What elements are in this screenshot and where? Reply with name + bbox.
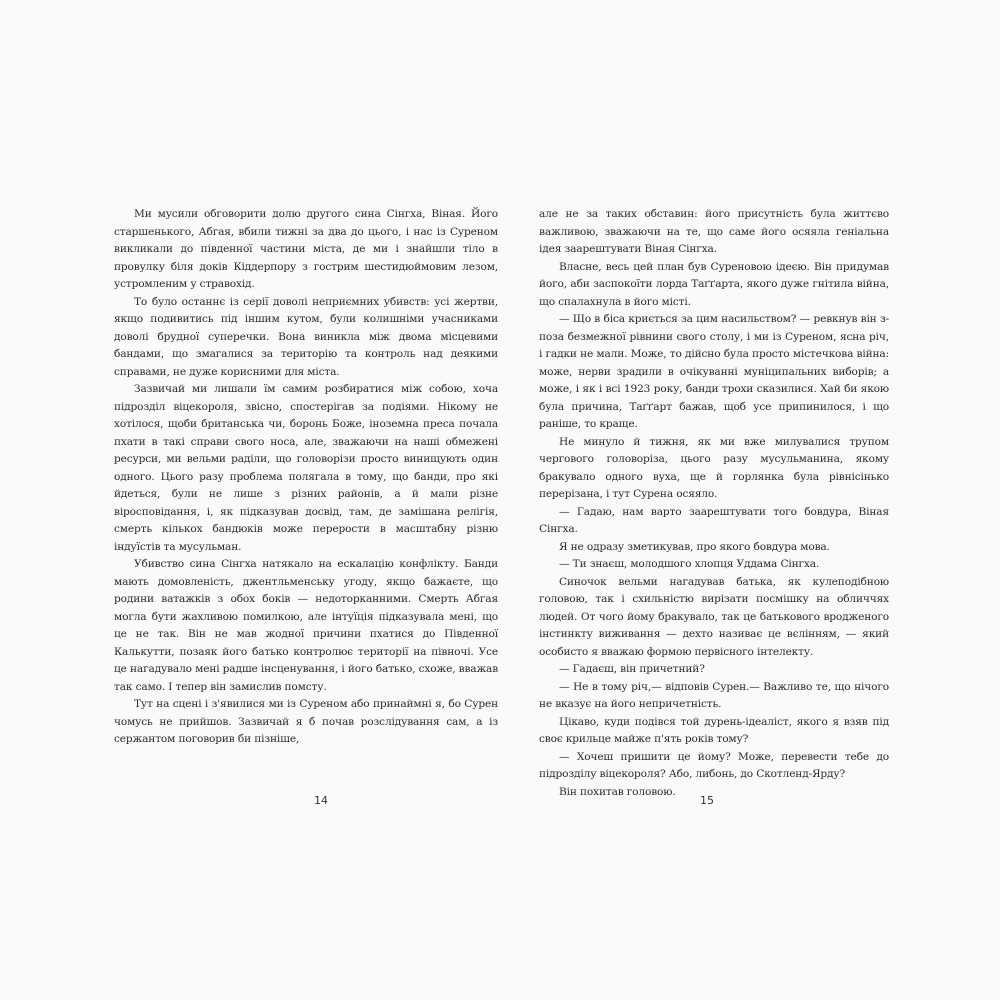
paragraph: — Гадаєш, він причетний? <box>559 663 705 675</box>
paragraph: Не минуло й тижня, як ми вже милувалися трупом чергового головоріза, цього разу мусульманина, якому бракувало одного вуха, ще й горлянка була рівнісінько перерізана, і тут Сурена осяяло. <box>539 435 889 500</box>
paragraph: Тут на сцені і з'явилися ми із Суреном або принаймні я, бо Сурен чомусь не прийшов. Зазвичай я б почав розслідування сам, а із сержантом поговорив би пізніше, <box>114 698 498 745</box>
paragraph: Синочок вельми нагадував батька, як кулеподібною головою, так і схильністю вирізати посмішку на обличчях людей. От чого йому бракувало, так це батькового вродженого інстинкту виживання — дехто називає це вєлінням, — який особисто я вважаю формою первісного інтелекту. <box>539 575 889 658</box>
paragraph: Я не одразу зметикував, про якого бовдура мова. <box>559 540 830 553</box>
paragraph: — Не в тому річ,— відповів Сурен.— Важливо те, що нічого не вказує на його непричетність. <box>539 680 889 710</box>
paragraph: Ми мусили обговорити долю другого сина Сінгха, Віная. Його старшенького, Абгая, вбили тижні за два до цього, і нас із Суреном викликали до південної частини міста, де ми і знайшли тіло в провулку біля доків Кіддерпору з гострим шестидюймовим лезом, устромленим у стравохід. <box>114 208 498 290</box>
page-number-left: 14 <box>314 794 328 807</box>
paragraph: — Ти знаєш, молодшого хлопця Уддама Сінгха. <box>559 558 820 570</box>
paragraph: Зазвичай ми лишали їм самим розбиратися між собою, хоча підрозділ віцекороля, звісно, спостерігав за подіями. Нікому не хотілося, щоби британська чи, боронь Боже, іноземна преса почала пхати в такі справи свого носа, але, зважаючи на наші обмежені ресурси, ми вельми раділи, що головорізи просто винищують один одного. Цього разу проблема полягала в тому, що банди, про які йдеться, були не лише з різних районів, а й мали різне віросповідання, і, як підказував досвід, там, де замішана релігія, смерть кількох бандюків може перерости в масштабну різню індуїстів та мусульман. <box>114 383 498 553</box>
paragraph: Власне, весь цей план був Суреновою ідеєю. Він придумав його, аби заспокоїти лорда Таґґарта, якого дуже гнітила війна, що спалахнула в його місті. <box>539 260 889 308</box>
right-page-text <box>539 206 889 801</box>
paragraph: Цікаво, куди подівся той дурень-ідеаліст, якого я взяв під своє крильце майже п'ять років тому? <box>539 715 889 745</box>
page-number-right: 15 <box>700 794 714 807</box>
paragraph: Убивство сина Сінгха натякало на ескалацію конфлікту. Банди мають домовленість, джентльменську угоду, якщо бажаєте, що родини ватажків з обох боків — недоторканними. Смерть Абгая могла бути жахливою помилкою, але інтуїція підказувала мені, що це не так. Він не мав жодної причини пхатися до Південної Калькутти, позаяк його батько контролює території на півночі. Усе це нагадувало мені радше інсценування, і його батько, схоже, вважав так само. І тепер він замислив помсту. <box>114 558 499 693</box>
left-page-text <box>114 206 498 749</box>
paragraph: То було останнє із серії доволі неприємних убивств: усі жертви, якщо подивитись під іншим кутом, були колишніми учасниками доволі брудної суперечки. Вона виникла між двома місцевими бандами, що змагалися за територію та контроль над деякими справами, не дуже корисними для міста. <box>114 295 498 378</box>
paragraph: — Гадаю, нам варто заарештувати того бовдура, Віная Сінгха. <box>539 505 889 535</box>
paragraph: Він похитав головою. <box>559 785 676 798</box>
paragraph: але не за таких обставин: його присутність була життєво важливою, зважаючи на те, що саме його осяяла геніальна ідея заарештувати Віная Сінгха. <box>539 208 889 255</box>
paragraph: — Що в біса криється за цим насильством? — ревкнув він з-поза безмежної рівнини свого столу, і ми із Суреном, ясна річ, і гадки не мали. Може, то дійсно була просто містечкова війна: може, нерви зрадили в очікуванні муніципальних виборів; а може, і як і всі 1923 року, банди трохи сказилися. Хай би якою була причина, Таґґарт бажав, щоб усе припинилося, і що раніше, то краще. <box>539 313 889 430</box>
paragraph: — Хочеш пришити це йому? Може, перевести тебе до підрозділу віцекороля? Або, либонь, до Скотленд-Ярду? <box>539 750 889 780</box>
